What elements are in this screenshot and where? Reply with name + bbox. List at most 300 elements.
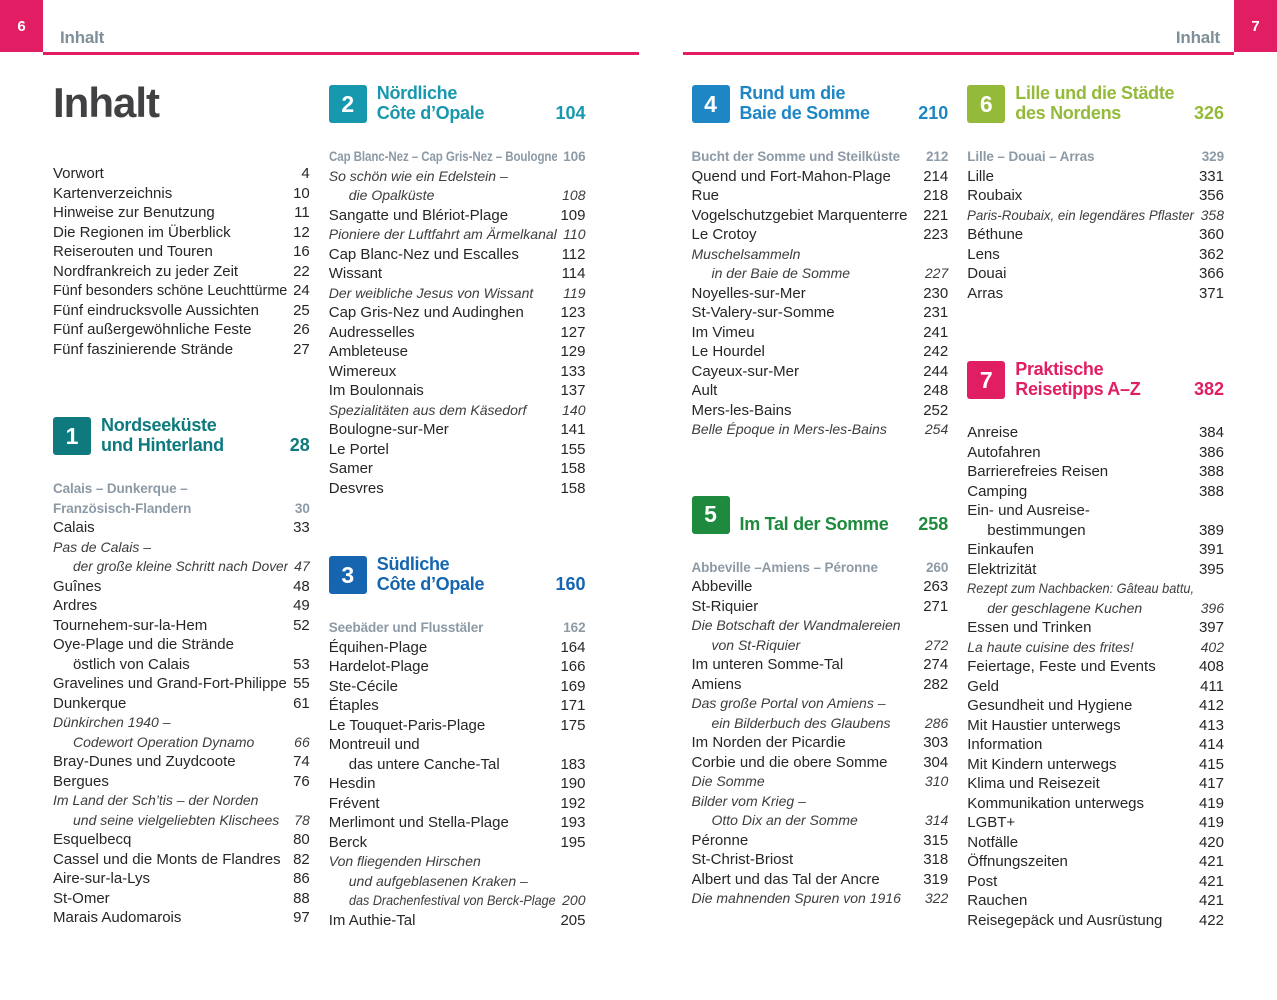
toc-entry[interactable]: [692, 245, 949, 284]
chapter-title: Praktische Reisetipps A–Z: [1015, 359, 1141, 399]
chapter-block: [692, 83, 949, 440]
entry-page-number: 420: [1198, 833, 1224, 851]
toc-entry[interactable]: [329, 323, 586, 343]
entry-page-number: 413: [1198, 716, 1224, 734]
entry-title: Abbeville: [691, 578, 753, 595]
toc-entry[interactable]: [329, 794, 586, 814]
chapter-heading[interactable]: [53, 415, 310, 455]
toc-entry[interactable]: [692, 792, 949, 831]
toc-entry[interactable]: [692, 675, 949, 695]
toc-entry[interactable]: [53, 616, 310, 636]
toc-entry[interactable]: [692, 831, 949, 851]
entry-title: Bray-Dunes und Zuydcoote: [53, 753, 236, 770]
toc-entry[interactable]: [967, 774, 1224, 794]
toc-entry[interactable]: [967, 716, 1224, 736]
toc-entry[interactable]: [692, 401, 949, 421]
entry-page-number: 22: [293, 262, 310, 280]
chapter-number-badge: 4: [692, 85, 730, 123]
toc-entry[interactable]: [329, 440, 586, 460]
toc-entry[interactable]: [692, 850, 949, 870]
toc-entry[interactable]: [53, 242, 310, 262]
entry-title: Feiertage, Feste und Events: [967, 658, 1156, 675]
entry-title: Marais Audomarois: [53, 909, 182, 926]
entry-page-number: 47: [294, 558, 310, 574]
entry-page-number: 386: [1198, 443, 1224, 461]
toc-entry[interactable]: [692, 342, 949, 362]
entry-title: La haute cuisine des frites!: [967, 638, 1134, 655]
section-subheading[interactable]: [692, 558, 949, 578]
toc-entry[interactable]: [53, 301, 310, 321]
entry-page-number: 74: [293, 753, 310, 770]
entry-page-number: 76: [293, 772, 310, 790]
entry-page-number: 329: [1201, 149, 1224, 164]
toc-entry[interactable]: [967, 167, 1224, 187]
toc-entry[interactable]: [967, 206, 1224, 226]
entry-page-number: 195: [560, 833, 586, 851]
toc-entry[interactable]: [329, 362, 586, 382]
toc-entry[interactable]: [329, 303, 586, 323]
entry-page-number: 362: [1198, 245, 1224, 263]
chapter-number-badge: 1: [53, 417, 91, 455]
entry-title: Rezept zum Nachbacken: Gâteau battu, der geschlagene Kuchen: [967, 580, 1195, 616]
entry-page-number: 412: [1198, 697, 1224, 714]
toc-entry[interactable]: [53, 791, 310, 830]
chapter-heading[interactable]: [967, 359, 1224, 399]
toc-entry[interactable]: [329, 401, 586, 421]
toc-entry[interactable]: [967, 540, 1224, 560]
toc-entry[interactable]: [692, 577, 949, 597]
entry-title: Roubaix: [967, 187, 1023, 204]
entry-page-number: 315: [923, 831, 949, 849]
toc-entry[interactable]: [53, 635, 310, 674]
entry-page-number: 171: [560, 697, 586, 714]
toc-entry[interactable]: [692, 753, 949, 773]
toc-entry[interactable]: [692, 655, 949, 675]
chapter-heading[interactable]: [692, 83, 949, 123]
entry-title: Le Touquet-Paris-Plage: [328, 716, 486, 734]
toc-entry[interactable]: [967, 482, 1224, 502]
toc-entry[interactable]: [692, 225, 949, 245]
toc-entry[interactable]: [53, 538, 310, 577]
entry-page-number: 4: [301, 165, 310, 182]
entry-page-number: 53: [293, 655, 310, 673]
entry-page-number: 193: [560, 814, 586, 831]
toc-entry[interactable]: [53, 340, 310, 360]
entry-page-number: 396: [1200, 599, 1224, 616]
entry-page-number: 263: [923, 578, 949, 595]
toc-entry[interactable]: [967, 638, 1224, 658]
entry-title: Anreise: [967, 424, 1019, 441]
entry-title: Corbie und die obere Somme: [691, 753, 888, 771]
entry-page-number: 371: [1198, 284, 1224, 302]
entry-title: Ambleteuse: [328, 343, 408, 360]
entry-title: LGBT+: [967, 814, 1016, 831]
entry-title: Lens: [967, 245, 1000, 263]
toc-entry[interactable]: [329, 677, 586, 697]
chapter-page-number: 28: [289, 435, 310, 455]
toc-entry[interactable]: [692, 206, 949, 226]
toc-entry[interactable]: [967, 833, 1224, 853]
entry-title: Cap Blanc-Nez und Escalles: [328, 245, 519, 263]
entry-title: Étaples: [328, 697, 379, 714]
toc-entry[interactable]: [967, 755, 1224, 775]
toc-entry[interactable]: [329, 381, 586, 401]
entry-title: Geld: [967, 677, 999, 695]
toc-entry[interactable]: [329, 696, 586, 716]
toc-entry[interactable]: [967, 423, 1224, 443]
toc-entry[interactable]: [53, 577, 310, 597]
toc-entry[interactable]: [329, 735, 586, 774]
toc-entry[interactable]: [967, 794, 1224, 814]
toc-entry[interactable]: [967, 264, 1224, 284]
entry-page-number: 175: [560, 716, 586, 734]
entry-title: Gesundheit und Hygiene: [967, 697, 1133, 714]
entry-title: Die Botschaft der Wandmalereien von St-Riquier: [691, 617, 901, 653]
toc-entry[interactable]: [967, 560, 1224, 580]
entry-title: St-Valery-sur-Somme: [691, 304, 835, 321]
entry-page-number: 123: [560, 304, 586, 321]
entry-title: Merlimont und Stella-Plage: [328, 814, 509, 831]
entry-page-number: 388: [1198, 482, 1224, 500]
toc-entry[interactable]: [53, 713, 310, 752]
entry-title: Ardres: [53, 597, 98, 614]
toc-entry[interactable]: [967, 225, 1224, 245]
toc-entry[interactable]: [329, 459, 586, 479]
entry-title: Noyelles-sur-Mer: [691, 284, 806, 302]
chapter-heading[interactable]: [329, 554, 586, 594]
entry-title: Douai: [967, 265, 1007, 282]
entry-page-number: 411: [1200, 677, 1224, 695]
entry-page-number: 183: [560, 755, 586, 773]
toc-entry[interactable]: [53, 281, 310, 301]
entry-title: Quend und Fort-Mahon-Plage: [691, 167, 891, 185]
entry-page-number: 52: [293, 616, 310, 634]
toc-entry[interactable]: [53, 518, 310, 538]
entry-title: Samer: [328, 460, 373, 477]
toc-entry[interactable]: [53, 830, 310, 850]
entry-page-number: 212: [926, 149, 949, 164]
toc-entry[interactable]: [692, 420, 949, 440]
toc-entry[interactable]: [53, 596, 310, 616]
entry-title: Ault: [691, 382, 718, 399]
column-4: [967, 56, 1224, 1000]
section-subheading[interactable]: [967, 147, 1224, 167]
entry-title: Le Crotoy: [691, 226, 757, 243]
toc-entry[interactable]: [967, 852, 1224, 872]
toc-entry[interactable]: [967, 284, 1224, 304]
chapter-heading[interactable]: [967, 83, 1224, 123]
entry-page-number: 166: [560, 658, 586, 675]
entry-page-number: 109: [560, 206, 586, 224]
entry-title: Klima und Reisezeit: [967, 775, 1100, 792]
toc-entry[interactable]: [967, 579, 1224, 618]
entry-page-number: 402: [1200, 638, 1224, 655]
section-subheading[interactable]: [53, 479, 310, 518]
entry-title: Gravelines und Grand-Fort-Philippe: [53, 675, 287, 692]
entry-page-number: 417: [1198, 775, 1224, 792]
entry-page-number: 384: [1198, 424, 1224, 441]
page-header-right: [639, 0, 1277, 56]
toc-entry[interactable]: [692, 616, 949, 655]
chapter-title: Nördliche Côte d’Opale: [376, 83, 485, 123]
entry-title: Audresselles: [328, 323, 415, 341]
entry-title: Einkaufen: [967, 541, 1034, 558]
entry-title: Frévent: [328, 794, 380, 812]
entry-title: Bucht der Somme und Steilküste: [691, 149, 901, 164]
entry-title: St-Omer: [53, 889, 110, 907]
entry-title: Die mahnenden Spuren von 1916: [691, 890, 901, 906]
entry-title: Lille – Douai – Arras: [967, 149, 1095, 164]
toc-entry[interactable]: [692, 597, 949, 617]
toc-entry[interactable]: [692, 323, 949, 343]
entry-title: Péronne: [691, 831, 749, 849]
toc-entry[interactable]: [967, 618, 1224, 638]
entry-title: Cap Blanc-Nez – Cap Gris-Nez – Boulogne: [328, 149, 558, 164]
toc-entry[interactable]: [329, 911, 586, 931]
toc-entry[interactable]: [967, 443, 1224, 463]
entry-title: Reisegepäck und Ausrüstung: [967, 911, 1163, 929]
entry-title: Hesdin: [328, 775, 376, 792]
entry-title: Le Portel: [328, 440, 389, 458]
entry-title: Arras: [967, 284, 1004, 302]
entry-page-number: 414: [1198, 736, 1224, 753]
chapter-number-badge: 6: [967, 85, 1005, 123]
toc-entry[interactable]: [692, 303, 949, 323]
toc-entry[interactable]: [692, 284, 949, 304]
toc-entry[interactable]: [692, 381, 949, 401]
entry-page-number: 319: [923, 870, 949, 888]
entry-title: Cassel und die Monts de Flandres: [53, 850, 281, 868]
toc-entry[interactable]: [692, 186, 949, 206]
entry-page-number: 190: [560, 775, 586, 792]
entry-title: Oye-Plage und die Strände östlich von Calais: [53, 636, 234, 673]
toc-entry[interactable]: [53, 772, 310, 792]
entry-title: Der weibliche Jesus von Wissant: [328, 284, 534, 301]
entry-title: Nordfrankreich zu jeder Zeit: [53, 262, 239, 280]
toc-entry[interactable]: [692, 362, 949, 382]
chapter-entry-list: [967, 423, 1224, 930]
entry-page-number: 158: [560, 460, 586, 477]
column-3: [692, 56, 949, 1000]
toc-entry[interactable]: [692, 772, 949, 792]
toc-entry[interactable]: [329, 420, 586, 440]
toc-entry[interactable]: [967, 501, 1224, 540]
toc-entry[interactable]: [329, 479, 586, 499]
entry-page-number: 223: [923, 226, 949, 243]
entry-title: Im Vimeu: [691, 323, 755, 341]
chapter-entry-list: [967, 147, 1224, 303]
entry-page-number: 389: [1198, 521, 1224, 539]
section-subheading[interactable]: [329, 147, 586, 167]
entry-page-number: 12: [293, 223, 310, 241]
entry-title: Die Somme: [691, 773, 765, 789]
entry-page-number: 397: [1198, 619, 1224, 636]
toc-entry[interactable]: [967, 735, 1224, 755]
entry-title: Fünf eindrucksvolle Aussichten: [53, 301, 259, 319]
toc-entry[interactable]: [967, 657, 1224, 677]
entry-title: Cayeux-sur-Mer: [691, 362, 800, 380]
entry-title: Von fliegenden Hirschen und aufgeblasenen Kraken – das Drachenfestival von Berck-Plage: [328, 853, 556, 908]
toc-entry[interactable]: [53, 184, 310, 204]
chapter-entry-list: [329, 618, 586, 930]
toc-entry[interactable]: [53, 262, 310, 282]
entry-title: Mit Kindern unterwegs: [967, 755, 1117, 773]
entry-page-number: 169: [560, 677, 586, 695]
entry-title: Le Hourdel: [691, 343, 765, 360]
entry-page-number: 26: [293, 321, 310, 338]
entry-page-number: 419: [1198, 794, 1224, 812]
toc-entry[interactable]: [967, 186, 1224, 206]
chapter-entry-list: [329, 147, 586, 498]
entry-title: Calais: [53, 519, 95, 536]
entry-title: Wimereux: [328, 362, 397, 380]
entry-page-number: 114: [561, 265, 586, 282]
entry-title: Bilder vom Krieg – Otto Dix an der Somme: [691, 792, 858, 828]
entry-page-number: 314: [924, 812, 949, 828]
page-number-badge: 6: [0, 0, 43, 52]
entry-page-number: 244: [923, 362, 949, 380]
entry-title: Pas de Calais – der große kleine Schritt nach Dover: [53, 538, 289, 574]
toc-entry[interactable]: [967, 872, 1224, 892]
toc-entry[interactable]: [329, 852, 586, 911]
section-subheading[interactable]: [692, 147, 949, 167]
entry-page-number: 140: [562, 401, 586, 418]
toc-entry[interactable]: [692, 889, 949, 909]
toc-title: Inhalt: [53, 79, 159, 126]
toc-entry[interactable]: [53, 694, 310, 714]
toc-entry[interactable]: [53, 320, 310, 340]
toc-entry[interactable]: [329, 657, 586, 677]
chapter-title: Nordseeküste und Hinterland: [101, 415, 224, 455]
toc-entry[interactable]: [329, 284, 586, 304]
chapter-number-badge: 5: [692, 496, 730, 534]
chapter-heading[interactable]: [692, 496, 949, 534]
entry-page-number: 282: [923, 675, 949, 693]
section-subheading[interactable]: [329, 618, 586, 638]
entry-page-number: 415: [1198, 755, 1224, 773]
chapter-page-number: 160: [555, 574, 586, 594]
entry-title: Mit Haustier unterwegs: [967, 716, 1121, 734]
entry-title: St-Riquier: [691, 597, 759, 615]
toc-entry[interactable]: [329, 225, 586, 245]
toc-entry[interactable]: [692, 870, 949, 890]
toc-entry[interactable]: [329, 716, 586, 736]
toc-entry[interactable]: [967, 911, 1224, 931]
entry-page-number: 422: [1198, 911, 1224, 929]
toc-entry[interactable]: [53, 164, 310, 184]
chapter-page-number: 382: [1193, 379, 1224, 399]
entry-title: Bergues: [53, 772, 109, 790]
entry-page-number: 108: [562, 187, 586, 203]
entry-title: Öffnungszeiten: [967, 853, 1068, 870]
entry-title: Muschelsammeln in der Baie de Somme: [691, 245, 851, 281]
entry-title: Cap Gris-Nez und Audinghen: [328, 304, 524, 321]
entry-page-number: 192: [560, 794, 586, 812]
toc-entry[interactable]: [692, 167, 949, 187]
toc-entry[interactable]: [329, 833, 586, 853]
toc-entry[interactable]: [329, 813, 586, 833]
entry-page-number: 97: [293, 909, 310, 926]
entry-title: Desvres: [328, 479, 384, 497]
page-header-left: [0, 0, 639, 56]
entry-title: Im Land der Sch’tis – der Norden und seine vielgeliebten Klischees: [53, 792, 280, 828]
toc-entry[interactable]: [967, 245, 1224, 265]
toc-entry[interactable]: [967, 462, 1224, 482]
entry-page-number: 310: [924, 773, 949, 789]
toc-entry[interactable]: [967, 696, 1224, 716]
entry-page-number: 127: [560, 323, 586, 341]
entry-page-number: 133: [560, 362, 586, 380]
entry-title: Hinweise zur Benutzung: [53, 204, 215, 221]
entry-page-number: 318: [923, 851, 949, 868]
entry-page-number: 137: [560, 382, 586, 399]
entry-page-number: 248: [923, 382, 949, 399]
chapter-block: [329, 83, 586, 498]
toc-entry[interactable]: [967, 813, 1224, 833]
entry-page-number: 66: [294, 733, 310, 750]
chapter-title: Südliche Côte d’Opale: [376, 554, 485, 594]
columns-right: [692, 56, 1225, 1000]
chapter-number-badge: 3: [329, 556, 367, 594]
toc-entry[interactable]: [329, 638, 586, 658]
toc-entry[interactable]: [53, 674, 310, 694]
chapter-page-number: 104: [555, 103, 586, 123]
toc-entry[interactable]: [53, 889, 310, 909]
entry-page-number: 24: [293, 282, 310, 299]
toc-entry[interactable]: [692, 733, 949, 753]
toc-entry[interactable]: [329, 245, 586, 265]
toc-entry[interactable]: [53, 869, 310, 889]
toc-entry[interactable]: [329, 774, 586, 794]
entry-title: Fünf besonders schöne Leuchttürme: [53, 282, 288, 299]
toc-entry[interactable]: [329, 167, 586, 206]
entry-page-number: 421: [1198, 892, 1224, 909]
chapter-heading[interactable]: [329, 83, 586, 123]
page-number-badge: 7: [1234, 0, 1277, 52]
entry-title: Notfälle: [967, 833, 1019, 851]
toc-entry[interactable]: [967, 891, 1224, 911]
toc-entry[interactable]: [967, 677, 1224, 697]
toc-entry[interactable]: [53, 223, 310, 243]
entry-page-number: 419: [1198, 814, 1224, 831]
toc-entry[interactable]: [329, 264, 586, 284]
entry-title: Essen und Trinken: [967, 619, 1092, 636]
entry-title: Reiserouten und Touren: [53, 243, 213, 260]
page-right: [639, 0, 1277, 1000]
entry-title: Camping: [967, 482, 1028, 500]
entry-title: Paris-Roubaix, ein legendäres Pflaster: [967, 206, 1195, 223]
toc-entry[interactable]: [692, 694, 949, 733]
toc-entry[interactable]: [53, 908, 310, 928]
entry-page-number: 158: [560, 479, 586, 497]
entry-page-number: 221: [923, 206, 949, 224]
entry-page-number: 218: [923, 187, 949, 204]
toc-entry[interactable]: [53, 752, 310, 772]
entry-title: So schön wie ein Edelstein – die Opalküste: [328, 167, 508, 203]
entry-title: Guînes: [53, 577, 102, 595]
toc-entry[interactable]: [329, 206, 586, 226]
entry-page-number: 230: [923, 284, 949, 302]
chapter-block: [53, 415, 310, 928]
entry-page-number: 331: [1198, 167, 1224, 185]
entry-title: Dünkirchen 1940 – Codewort Operation Dynamo: [53, 714, 255, 750]
toc-entry[interactable]: [53, 850, 310, 870]
toc-entry[interactable]: [329, 342, 586, 362]
entry-title: Die Regionen im Überblick: [53, 223, 231, 241]
entry-page-number: 231: [923, 304, 949, 321]
entry-title: Information: [967, 736, 1043, 753]
toc-entry[interactable]: [53, 203, 310, 223]
